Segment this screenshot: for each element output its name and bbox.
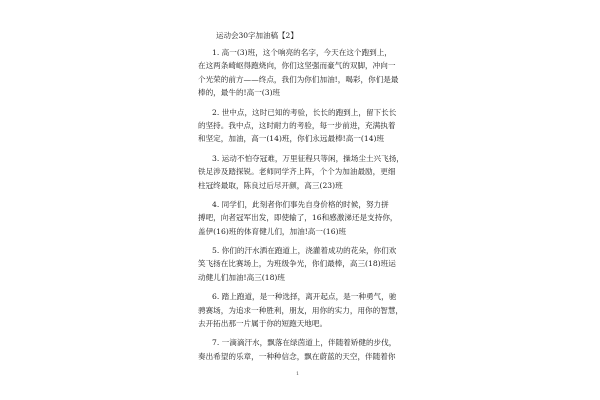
document-content xyxy=(198,31,404,369)
paragraph-line: 的坚持。我中点，这时耐力的考验，每一步前进，充满执着 xyxy=(198,120,396,130)
paragraph-line: 奏出希望的乐章，一种种信念，飘在蔚蓝的天空，伴随着你 xyxy=(198,351,396,361)
paragraph-line: 铁足涉及踏探锐。老师同学齐上阵，个个为加油最励，更细 xyxy=(198,167,396,177)
paragraph xyxy=(198,244,404,284)
paragraph-line: 7. 一滴滴汗水，飘落在绿茵道上，伴随着矫健的步伐， xyxy=(212,338,397,348)
paragraph-line: 6. 踏上跑道，是一种选择，离开起点，是一种勇气，驰 xyxy=(212,292,397,302)
paragraph-line: 去开拓出那一片属于你的短跑天地吧。 xyxy=(198,319,328,329)
paragraph-line: 柱冠终最取，陈良过后尽开颜，高三(23)班 xyxy=(198,180,343,190)
paragraph xyxy=(198,106,404,146)
paragraph-line: 搏吧，向者冠军出发，即使输了，16和感激涕还是支持你， xyxy=(198,213,398,223)
document-title: 运动会30字加油稿【2】 xyxy=(216,31,298,40)
paragraph-line: 4. 同学们，此刻者你们事先自身价格的时候，努力拼 xyxy=(212,199,389,209)
paragraph-line: 5. 你们的汗水洒在跑道上，浇灌着成功的花朵，你们欢 xyxy=(212,246,397,256)
paragraph-line: 动健儿们加油!高三(18)班 xyxy=(198,272,285,282)
paragraph xyxy=(198,152,404,192)
paragraph-line: 和坚定，加油，高一(14)班，你们永远最棒!高一(14)班 xyxy=(198,134,385,144)
paragraph-line: 棒的，最牛的!高一(3)班 xyxy=(198,88,281,98)
paragraph-line: 盖伊(16)班的体育健儿们，加油!高一(16)班 xyxy=(198,226,347,236)
page-number: 1 xyxy=(296,371,300,377)
paragraph xyxy=(198,198,404,238)
paragraph xyxy=(198,290,404,330)
paragraph-line: 3. 运动不怕夺冠难，万里征程只等闲，操场尘土兴飞扬， xyxy=(212,153,404,163)
paragraph-line: 骋赛场，为追求一种胜利，朋友，用你的实力，用你的智慧， xyxy=(198,305,404,315)
paragraph xyxy=(198,46,404,100)
paragraph-line: 个光荣的前方——终点，我们为你们加油!，喝彩，你们是最 xyxy=(198,74,399,84)
paragraph-line: 笑飞扬在比赛场上，为班级争光，你们最棒，高三(18)班运 xyxy=(198,259,396,269)
paragraph-line: 在这两条崎岖得跑烧向，你们这坚强而豪气的双脚，冲向一 xyxy=(198,61,396,71)
paragraph-line: 1. 高一(3)班，这个响亮的名字，今天在这个跑到上， xyxy=(212,48,392,57)
paragraph xyxy=(198,336,404,363)
paragraph-list xyxy=(198,46,404,363)
paragraph-line: 2. 世中点，这时已知的考验，长长的跑到上，留下长长 xyxy=(212,107,397,117)
